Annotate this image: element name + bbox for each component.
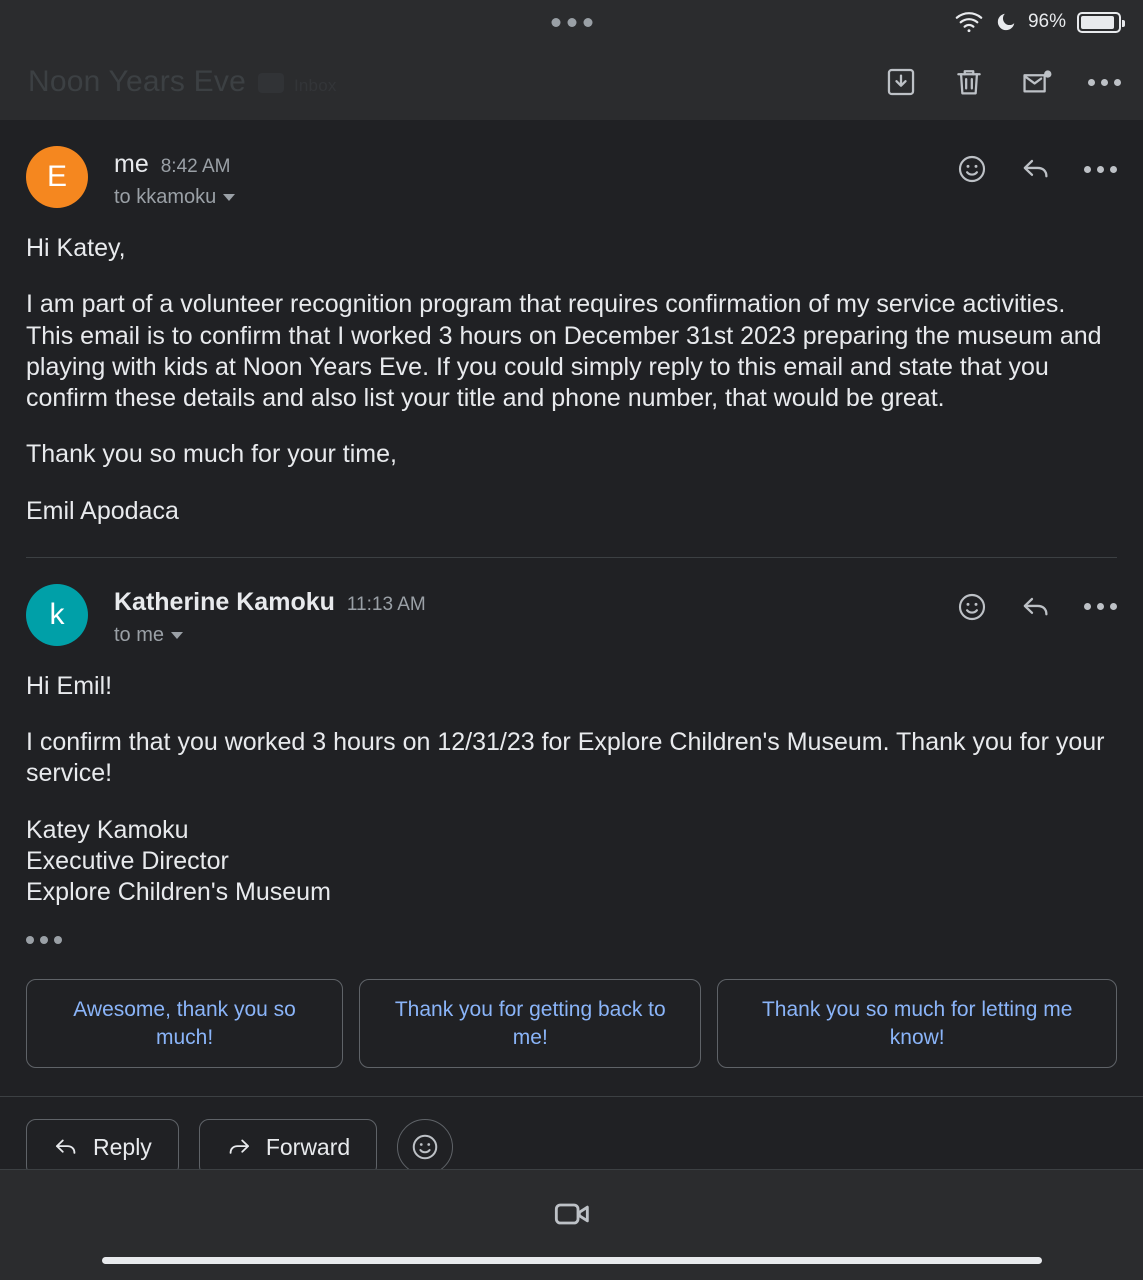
reply-label: Reply	[93, 1133, 152, 1160]
app-bar-actions	[884, 65, 1121, 99]
inbox-label: Inbox	[293, 76, 337, 95]
sender-info	[114, 584, 426, 647]
recipient-row[interactable]	[114, 624, 426, 647]
message-paragraph: Hi Emil!	[26, 671, 113, 700]
thread-badge	[258, 73, 284, 93]
message-more-options-icon[interactable]	[1084, 152, 1117, 186]
status-bar-dots	[551, 18, 592, 27]
message-signature	[26, 815, 1117, 909]
message-item	[0, 558, 1143, 950]
message-time: 8:42 AM	[160, 156, 231, 177]
reply-icon	[53, 1134, 79, 1160]
battery-percentage: 96%	[1027, 11, 1066, 32]
smart-reply-row	[0, 949, 1143, 1068]
status-bar	[0, 0, 1143, 44]
chevron-down-icon[interactable]	[223, 194, 235, 201]
message-paragraph: I confirm that you worked 3 hours on 12/31/23 for Explore Children's Museum. Thank you for your service!	[26, 728, 1105, 788]
home-indicator[interactable]	[102, 1257, 1042, 1264]
smart-reply-chip[interactable]: Awesome, thank you so much!	[26, 979, 343, 1068]
message-paragraph: I am part of a volunteer recognition program that requires confirmation of my service activities. This email is to confirm that I worked 3 hours on December 31st 2023 preparing the museum and playing with kids at Noon Years Eve. If you could simply reply to this email and state that you confirm these details and also list your title and phone number, that would be great.	[26, 290, 1102, 412]
message-paragraph: Thank you so much for your time,	[26, 440, 397, 469]
sender-name: Katherine Kamoku	[114, 587, 335, 616]
thread-subject: Noon Years Eve	[28, 65, 246, 98]
message-actions	[956, 146, 1117, 186]
app-bar	[0, 44, 1143, 120]
reply-icon[interactable]	[1020, 591, 1052, 623]
status-bar-indicators	[954, 11, 1121, 33]
reply-icon[interactable]	[1020, 153, 1052, 185]
forward-icon	[226, 1134, 252, 1160]
recipient-label: to me	[114, 623, 165, 646]
reply-button[interactable]	[26, 1119, 179, 1176]
trash-icon[interactable]	[952, 65, 986, 99]
message-signature: Emil Apodaca	[26, 496, 179, 525]
emoji-reaction-button[interactable]	[397, 1119, 453, 1175]
page-title	[28, 65, 337, 99]
message-more-options-icon[interactable]	[1084, 590, 1117, 624]
message-header	[26, 584, 1117, 647]
avatar: k	[26, 584, 88, 646]
signature-line: Executive Director	[26, 846, 229, 875]
emoji-reaction-icon[interactable]	[956, 153, 988, 185]
emoji-reaction-icon[interactable]	[956, 591, 988, 623]
show-trimmed-content-button[interactable]	[26, 936, 62, 944]
message-body	[26, 233, 1117, 527]
moon-icon	[995, 11, 1017, 33]
video-camera-icon[interactable]	[552, 1194, 592, 1234]
archive-icon[interactable]	[884, 65, 918, 99]
email-thread	[0, 120, 1143, 1160]
message-time: 11:13 AM	[346, 593, 426, 615]
reply-forward-bar	[0, 1096, 1143, 1176]
smart-reply-chip[interactable]: Thank you so much for letting me know!	[717, 979, 1117, 1068]
wifi-icon	[954, 11, 984, 33]
dock	[0, 1170, 1143, 1280]
chevron-down-icon[interactable]	[171, 632, 183, 639]
battery-icon	[1077, 12, 1121, 33]
more-options-icon[interactable]	[1088, 65, 1121, 99]
mark-unread-icon[interactable]	[1020, 65, 1054, 99]
smart-reply-chip[interactable]: Thank you for getting back to me!	[359, 979, 701, 1068]
forward-button[interactable]	[199, 1119, 377, 1176]
forward-label: Forward	[265, 1133, 351, 1160]
sender-name: me	[114, 150, 149, 178]
message-actions	[956, 584, 1117, 624]
signature-line: Explore Children's Museum	[26, 878, 331, 906]
signature-line: Katey Kamoku	[26, 815, 189, 844]
message-body	[26, 671, 1117, 909]
message-paragraph: Hi Katey,	[26, 234, 126, 262]
avatar: E	[26, 146, 88, 208]
recipient-label: to kkamoku	[114, 186, 217, 208]
recipient-row[interactable]	[114, 186, 235, 209]
message-item	[0, 120, 1143, 527]
sender-info	[114, 146, 235, 209]
message-header	[26, 146, 1117, 209]
